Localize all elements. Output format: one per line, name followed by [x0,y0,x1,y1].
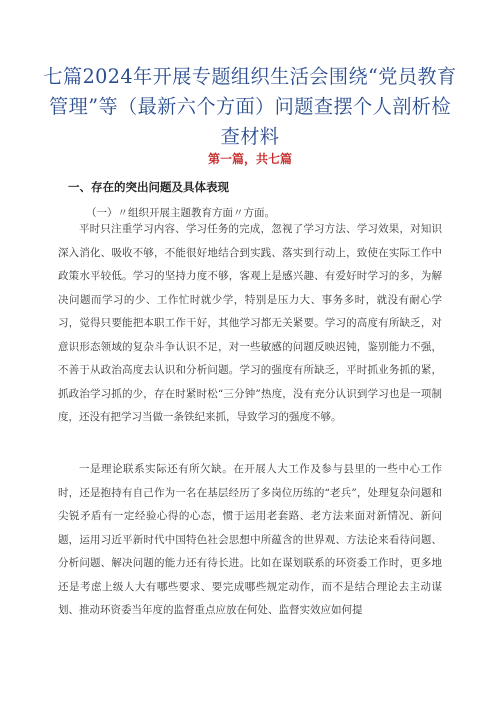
document-title: 七篇2024年开展专题组织生活会围绕“党员教育管理”等（最新六个方面）问题查摆个人剖析检查材料 [43,65,457,148]
chapter-label: 第一篇，共七篇 [207,152,292,166]
subheading: （一）〃组织开展主题教育方面〃方面。 [86,207,275,219]
paragraph-2: 一是理论联系实际还有所欠缺。在开展人大工作及参与县里的一些中心工作时，还是抱持有自己作为一名在基层经历了多岗位历练的“老兵”，处理复杂问题和尖锐矛盾有一定经验心得的心态，惯于运用老套路、老方法来面对新情况、新问题，运用习近平新时代中国特色社会思想中所蕴含的世界观、方法论来看待问题、分析问题、解决问题的能力还有待长进。比如在谋划联系的环资委工作时，更多地还是考虑上级人大有哪些要求、要完成哪些规定动作，而不是结合理论去主动谋划、推动环资委当年度的监督重点应放在何处、监督实效应如何提 [58,463,442,616]
paragraph-1: 平时只注重学习内容、学习任务的完成，忽视了学习方法、学习效果，对知识深入消化、吸收不够，不能很好地结合到实践、落实到行动上，致使在实际工作中政策水平较低。学习的坚持力度不够，客观上是感兴趣、有爱好时学习的多，为解决问题而学习的少、工作忙时就少学，特别是压力大、事务多时，就没有耐心学习，觉得只要能把本职工作干好，其他学习都无关紧要。学习的高度有所缺乏，对意识形态领域的复杂斗争认识不足，对一些敏感的问题反映迟钝，鉴别能力不强，不善于从政治高度去认识和分析问题。学习的强度有所缺乏，平时抓业务抓的紧，抓政治学习抓的少，存在时紧时松“三分钟”热度，没有充分认识到学习也是一项制度，还没有把学习当做一条铁纪来抓，导致学习的强度不够。 [58,223,442,423]
section-heading: 一、存在的突出问题及具体表现 [68,180,229,194]
